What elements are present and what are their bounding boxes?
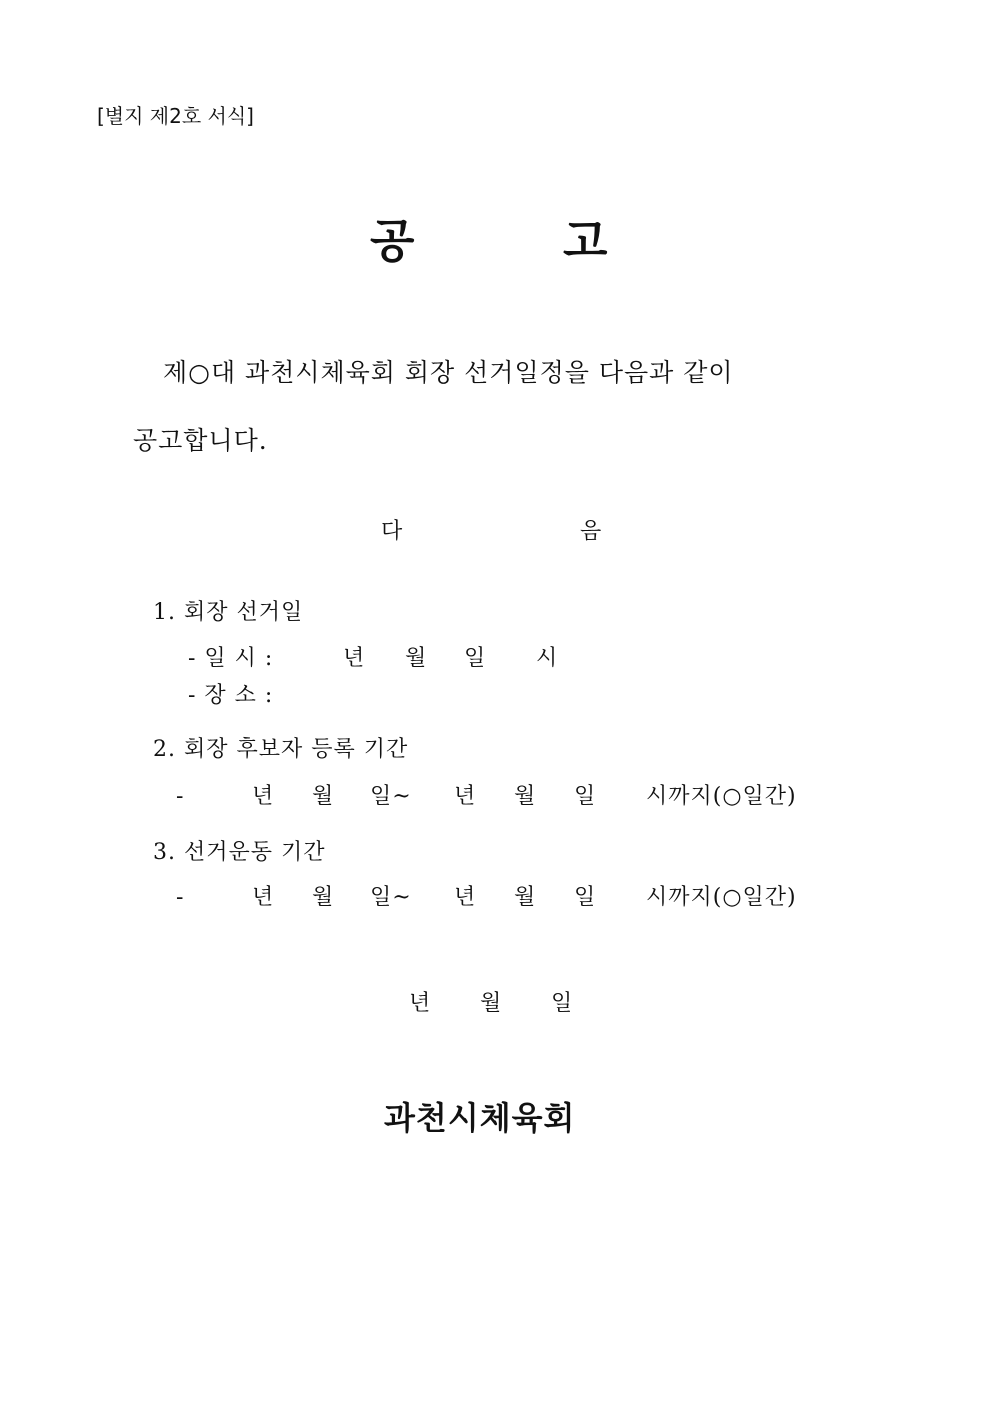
item-3-heading: 3. 선거운동 기간: [153, 840, 326, 865]
period-day-1: 일~: [370, 885, 412, 910]
item-3-period-row: [176, 887, 826, 913]
body-line-2: 공고합니다.: [133, 426, 268, 455]
period-day-2: 일: [574, 885, 597, 910]
page-title-char-1: 공: [370, 214, 415, 268]
datetime-year: 년: [343, 646, 366, 671]
organization-name: 과천시체육회: [384, 1099, 576, 1137]
period-year-1: 년: [252, 784, 275, 809]
period-year-2: 년: [454, 885, 477, 910]
period-month-2: 월: [514, 784, 537, 809]
period-month-2: 월: [514, 885, 537, 910]
period-year-2: 년: [454, 784, 477, 809]
period-until: 시까지(○일간): [646, 885, 797, 910]
period-dash: -: [176, 885, 185, 910]
page-title-char-2: 고: [563, 214, 608, 268]
item-1-heading: 1. 회장 선거일: [153, 600, 304, 625]
form-label: [별지 제2호 서식]: [97, 104, 254, 128]
period-month-1: 월: [312, 885, 335, 910]
body-line-1: 제○대 과천시체육회 회장 선거일정을 다음과 같이: [163, 358, 734, 387]
period-year-1: 년: [252, 885, 275, 910]
datetime-month: 월: [405, 646, 428, 671]
date-line-month: 월: [480, 991, 502, 1016]
period-day-2: 일: [574, 784, 597, 809]
subheading-char-1: 다: [381, 519, 403, 544]
item-2-heading: 2. 회장 후보자 등록 기간: [153, 737, 409, 762]
subheading-char-2: 음: [580, 519, 602, 544]
period-month-1: 월: [312, 784, 335, 809]
date-line-year: 년: [409, 991, 431, 1016]
item-2-period-row: [176, 786, 826, 812]
datetime-day: 일: [464, 646, 487, 671]
date-line-day: 일: [551, 991, 573, 1016]
period-until: 시까지(○일간): [646, 784, 797, 809]
period-dash: -: [176, 784, 185, 809]
item-1-place-row: - 장 소 :: [188, 683, 274, 708]
item-1-datetime-row: [188, 648, 588, 674]
period-day-1: 일~: [370, 784, 412, 809]
datetime-hour: 시: [536, 646, 559, 671]
datetime-prefix: - 일 시 :: [188, 646, 274, 671]
